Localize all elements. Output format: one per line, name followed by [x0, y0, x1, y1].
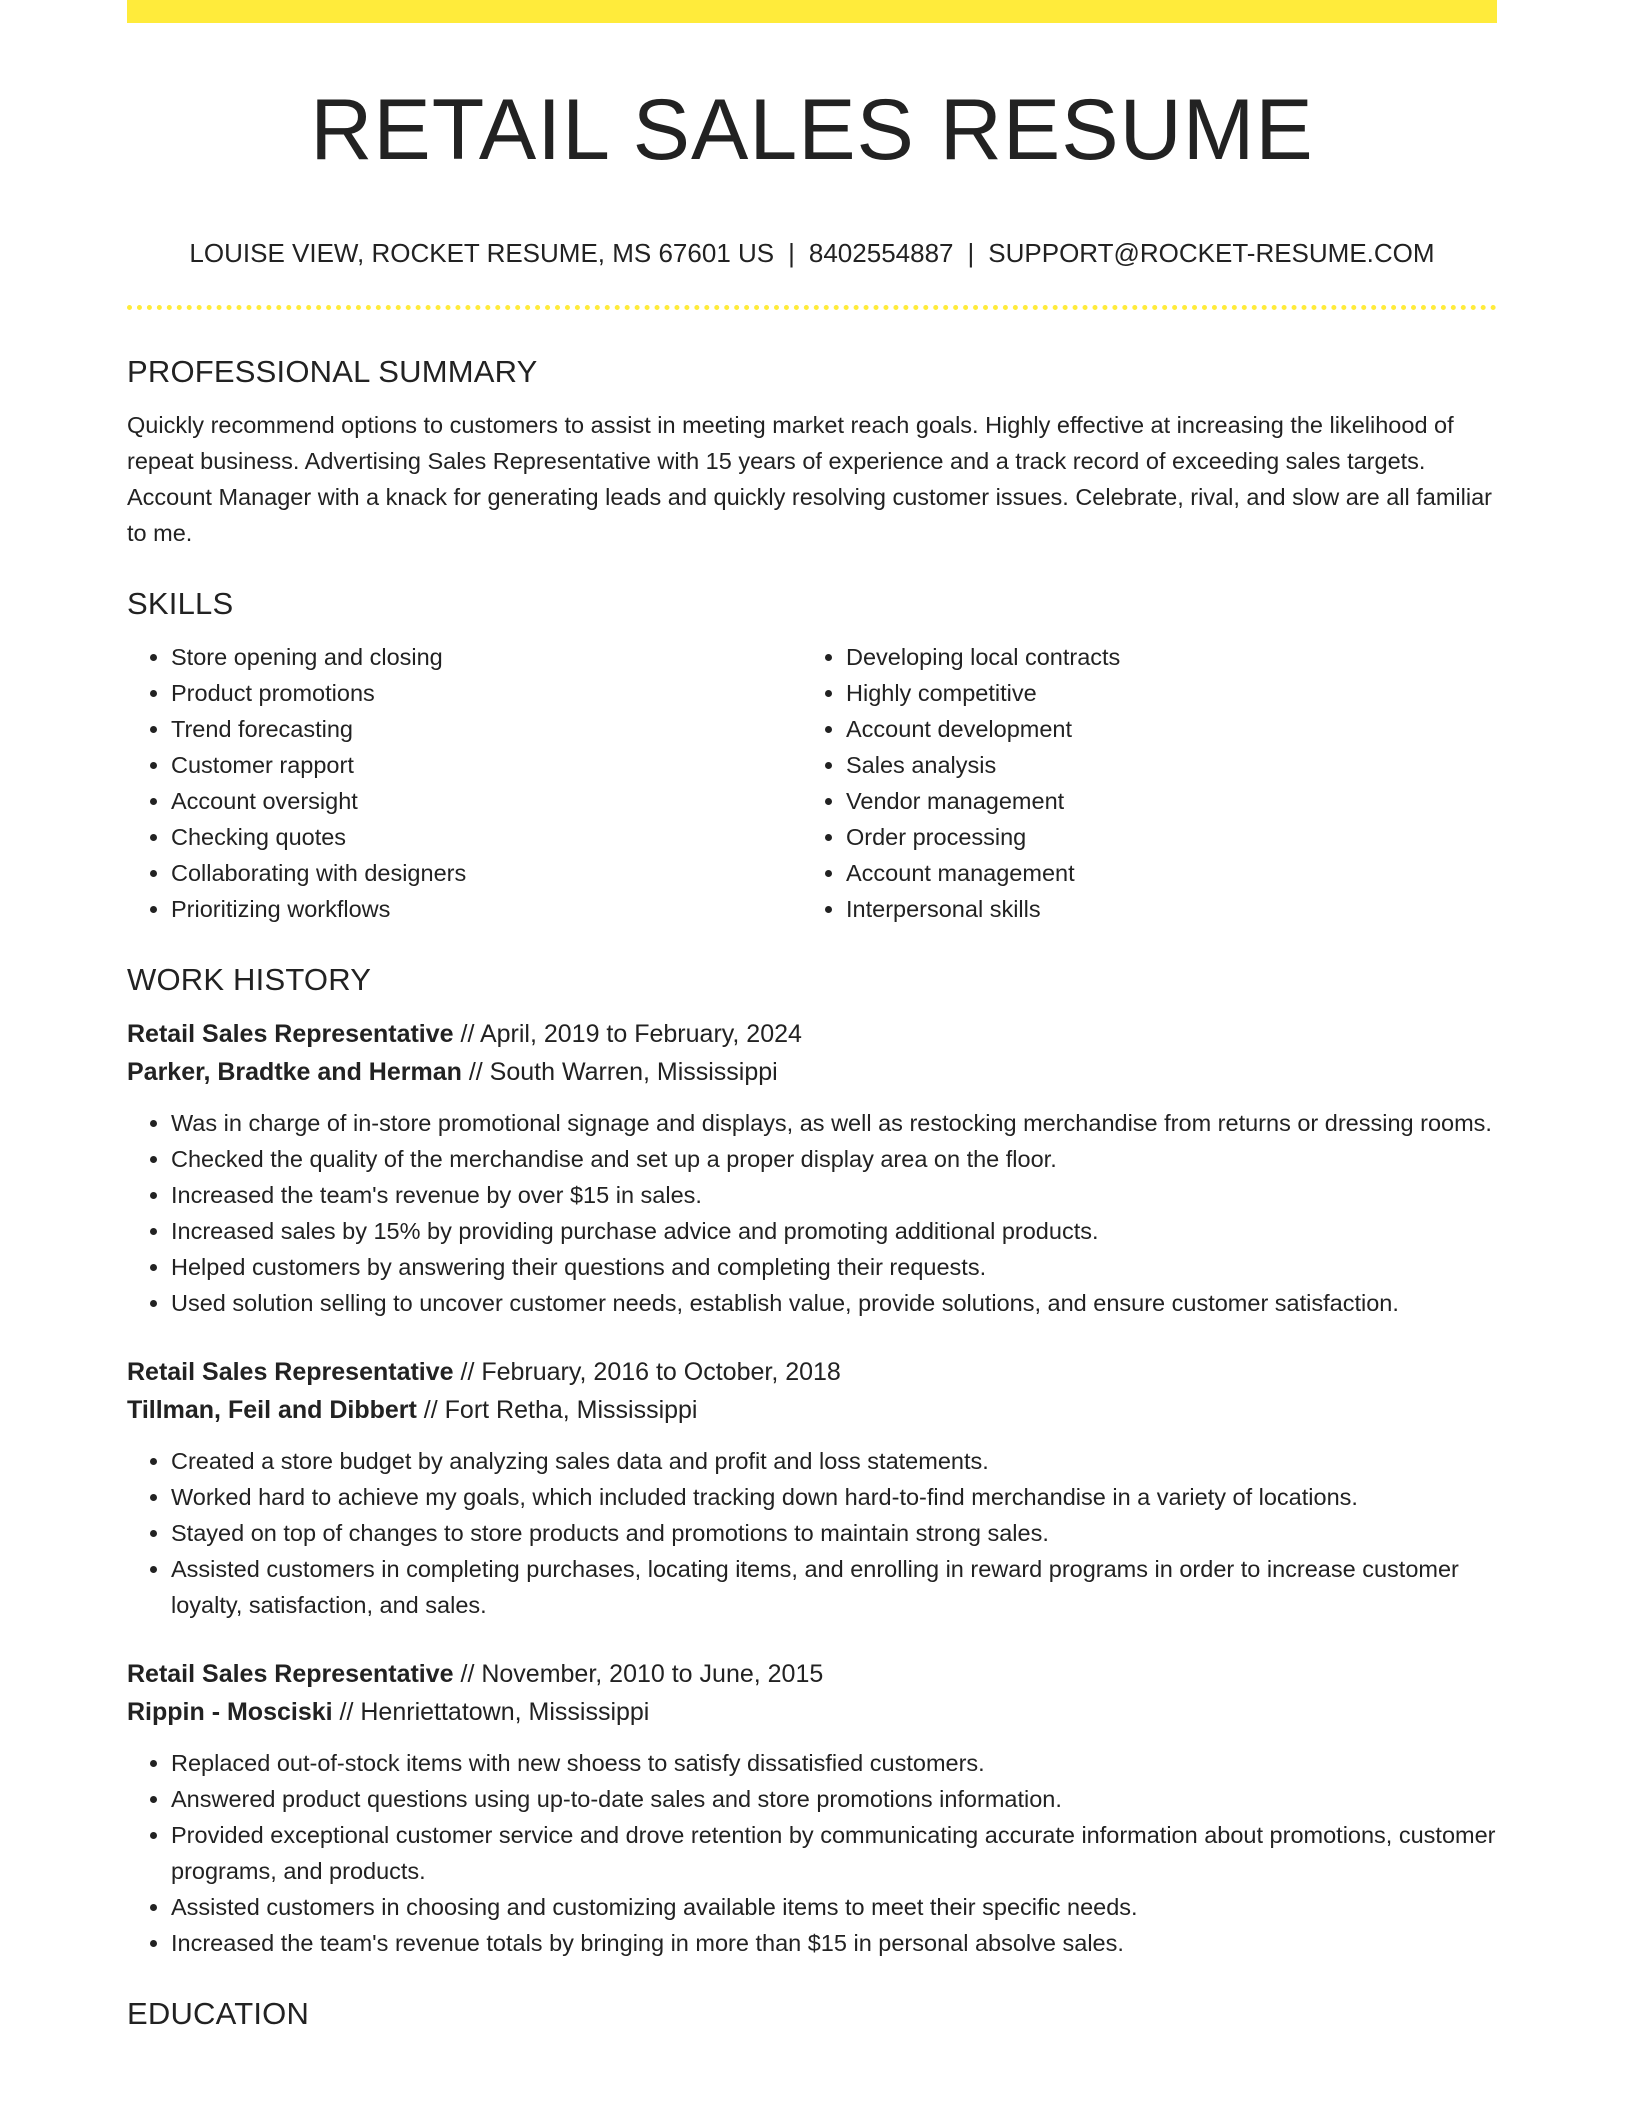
skill-item: • Developing local contracts — [846, 639, 1477, 675]
skill-item: • Collaborating with designers — [171, 855, 802, 891]
skill-item: • Order processing — [846, 819, 1477, 855]
job-dates: // November, 2010 to June, 2015 — [453, 1660, 824, 1688]
job-bullet: • Assisted customers in completing purchases, locating items, and enrolling in reward programs in order to increase customer loyalty, satisfaction, and sales. — [171, 1551, 1497, 1623]
job-title: Retail Sales Representative — [127, 1358, 454, 1386]
skills-columns — [127, 639, 1497, 927]
skill-item: • Account management — [846, 855, 1477, 891]
job-title-line — [127, 1655, 1497, 1693]
contact-separator: | — [788, 238, 795, 268]
job-entry — [127, 1655, 1497, 1961]
skill-item: • Highly competitive — [846, 675, 1477, 711]
job-bullet: • Stayed on top of changes to store products and promotions to maintain strong sales. — [171, 1515, 1497, 1551]
job-title: Retail Sales Representative — [127, 1020, 454, 1048]
job-bullet: • Increased the team's revenue totals by bringing in more than $15 in personal absolve sales. — [171, 1925, 1497, 1961]
skills-heading: SKILLS — [127, 586, 234, 621]
job-bullets — [127, 1443, 1497, 1623]
job-company-line — [127, 1693, 1497, 1731]
job-company-line — [127, 1053, 1497, 1091]
job-bullets — [127, 1745, 1497, 1961]
job-title-line — [127, 1353, 1497, 1391]
job-bullet: • Helped customers by answering their questions and completing their requests. — [171, 1249, 1497, 1285]
summary-heading: PROFESSIONAL SUMMARY — [127, 354, 538, 389]
skill-item: • Product promotions — [171, 675, 802, 711]
resume-content — [127, 350, 1497, 2036]
page-title: RETAIL SALES RESUME — [310, 82, 1314, 178]
contact-line — [127, 236, 1497, 270]
skills-list-left — [127, 639, 802, 927]
skill-item: • Account development — [846, 711, 1477, 747]
skill-item: • Trend forecasting — [171, 711, 802, 747]
education-section — [127, 1992, 1497, 2036]
job-bullet: • Worked hard to achieve my goals, which included tracking down hard-to-find merchandise in a variety of locations. — [171, 1479, 1497, 1515]
job-bullet: • Checked the quality of the merchandise and set up a proper display area on the floor. — [171, 1141, 1497, 1177]
job-dates: // April, 2019 to February, 2024 — [453, 1020, 802, 1048]
skill-item: • Prioritizing workflows — [171, 891, 802, 927]
skill-item: • Account oversight — [171, 783, 802, 819]
job-title: Retail Sales Representative — [127, 1660, 454, 1688]
job-bullet: • Assisted customers in choosing and customizing available items to meet their specific needs. — [171, 1889, 1497, 1925]
contact-address: LOUISE VIEW, ROCKET RESUME, MS 67601 US — [189, 238, 775, 268]
job-bullet: • Created a store budget by analyzing sales data and profit and loss statements. — [171, 1443, 1497, 1479]
job-bullet: • Increased sales by 15% by providing purchase advice and promoting additional products. — [171, 1213, 1497, 1249]
skill-item: • Interpersonal skills — [846, 891, 1477, 927]
job-company: Tillman, Feil and Dibbert — [127, 1396, 417, 1424]
job-bullet: • Was in charge of in-store promotional signage and displays, as well as restocking merchandise from returns or dressing rooms. — [171, 1105, 1497, 1141]
job-entry — [127, 1015, 1497, 1321]
dotted-divider — [127, 305, 1497, 310]
skills-list-right — [802, 639, 1477, 927]
education-heading: EDUCATION — [127, 1996, 310, 2031]
contact-phone: 8402554887 — [808, 238, 954, 268]
skills-section — [127, 582, 1497, 927]
summary-section — [127, 350, 1497, 551]
job-bullet: • Provided exceptional customer service and drove retention by communicating accurate information about promotions, customer programs, and products. — [171, 1817, 1497, 1889]
job-entry — [127, 1353, 1497, 1623]
job-location: // Henriettatown, Mississippi — [332, 1698, 650, 1726]
skill-item: • Vendor management — [846, 783, 1477, 819]
work-history-section — [127, 958, 1497, 1961]
job-title-line — [127, 1015, 1497, 1053]
skill-item: • Sales analysis — [846, 747, 1477, 783]
contact-separator: | — [967, 238, 975, 268]
job-dates: // February, 2016 to October, 2018 — [453, 1358, 841, 1386]
job-bullet: • Replaced out-of-stock items with new shoess to satisfy dissatisfied customers. — [171, 1745, 1497, 1781]
job-location: // Fort Retha, Mississippi — [416, 1396, 698, 1424]
work-history-heading: WORK HISTORY — [127, 962, 372, 997]
job-company-line — [127, 1391, 1497, 1429]
skill-item: • Customer rapport — [171, 747, 802, 783]
summary-text: Quickly recommend options to customers to assist in meeting market reach goals. Highly effective at increasing the likelihood of repeat business. Advertising Sales Representative with 15 years of experience and a track record of exceeding sales targets. Account Manager with a knack for generating leads and quickly resolving customer issues. Celebrate, rival, and slow are all familiar to me. — [127, 412, 1492, 546]
job-location: // South Warren, Mississippi — [461, 1058, 778, 1086]
job-company: Parker, Bradtke and Herman — [127, 1058, 462, 1086]
job-company: Rippin - Mosciski — [127, 1698, 333, 1726]
contact-email: SUPPORT@ROCKET-RESUME.COM — [988, 238, 1435, 268]
job-bullet: • Used solution selling to uncover customer needs, establish value, provide solutions, and ensure customer satisfaction. — [171, 1285, 1497, 1321]
accent-bar — [127, 0, 1497, 23]
job-bullet: • Answered product questions using up-to-date sales and store promotions information. — [171, 1781, 1497, 1817]
job-bullets — [127, 1105, 1497, 1321]
skill-item: • Checking quotes — [171, 819, 802, 855]
skill-item: • Store opening and closing — [171, 639, 802, 675]
job-bullet: • Increased the team's revenue by over $15 in sales. — [171, 1177, 1497, 1213]
